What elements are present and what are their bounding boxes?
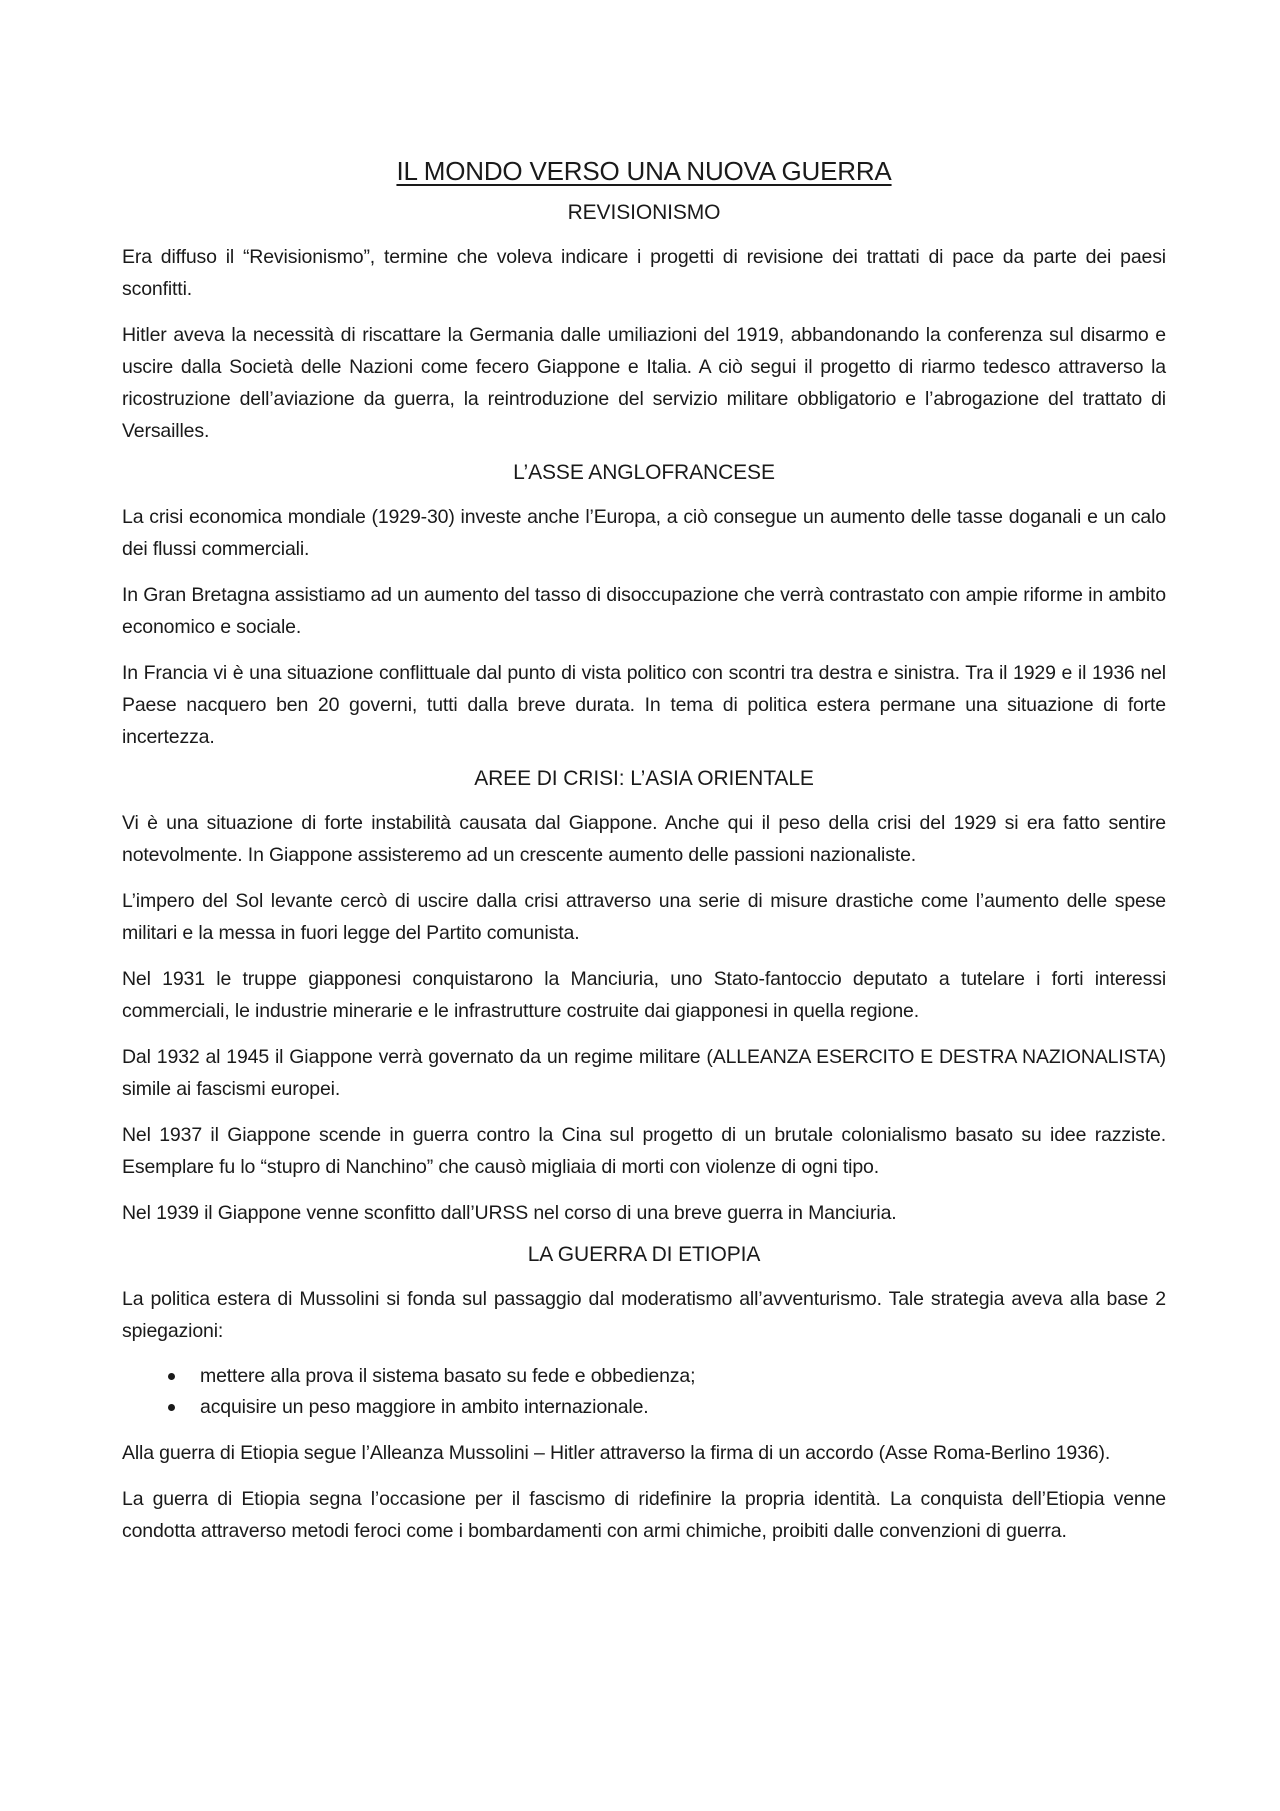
list-item-text: acquisire un peso maggiore in ambito internazionale.: [200, 1396, 649, 1418]
paragraph: L’impero del Sol levante cercò di uscire dalla crisi attraverso una serie di misure drastiche come l’aumento delle spese militari e la messa in fuori legge del Partito comunista.: [122, 890, 1166, 944]
paragraph: In Gran Bretagna assistiamo ad un aumento del tasso di disoccupazione che verrà contrastato con ampie riforme in ambito economico e sociale.: [122, 584, 1166, 638]
paragraph: Vi è una situazione di forte instabilità causata dal Giappone. Anche qui il peso della crisi del 1929 si era fatto sentire notevolmente. In Giappone assisteremo ad un crescente aumento delle passioni nazionaliste.: [122, 812, 1166, 866]
section-heading: LA GUERRA DI ETIOPIA: [527, 1243, 761, 1266]
section-asse-anglofrancese: [122, 461, 1166, 753]
paragraph: Nel 1931 le truppe giapponesi conquistarono la Manciuria, uno Stato-fantoccio deputato a tutelare i forti interessi commerciali, le industrie minerarie e le infrastrutture costruite dai giapponesi in quella regione.: [122, 968, 1166, 1022]
paragraph: Hitler aveva la necessità di riscattare la Germania dalle umiliazioni del 1919, abbandonando la conferenza sul disarmo e uscire dalla Società delle Nazioni come fecero Giappone e Italia. A ciò segui il progetto di riarmo tedesco attraverso la ricostruzione dell’aviazione da guerra, la reintroduzione del servizio militare obbligatorio e l’abrogazione del trattato di Versailles.: [122, 324, 1166, 442]
paragraph: Dal 1932 al 1945 il Giappone verrà governato da un regime militare (ALLEANZA ESERCITO E DESTRA NAZIONALISTA) simile ai fascismi europei.: [122, 1046, 1166, 1100]
paragraph: La guerra di Etiopia segna l’occasione per il fascismo di ridefinire la propria identità. La conquista dell’Etiopia venne condotta attraverso metodi feroci come i bombardamenti con armi chimiche, proibiti dalle convenzioni di guerra.: [122, 1488, 1166, 1542]
list-item: [122, 1392, 1166, 1423]
paragraph: La crisi economica mondiale (1929-30) investe anche l’Europa, a ciò consegue un aumento delle tasse doganali e un calo dei flussi commerciali.: [122, 506, 1166, 560]
section-asia-orientale: [122, 767, 1166, 1229]
bullet-icon: [168, 1373, 175, 1380]
paragraph: In Francia vi è una situazione conflittuale dal punto di vista politico con scontri tra destra e sinistra. Tra il 1929 e il 1936 nel Paese nacquero ben 20 governi, tutti dalla breve durata. In tema di politica estera permane una situazione di forte incertezza.: [122, 662, 1166, 748]
paragraph: Alla guerra di Etiopia segue l’Alleanza Mussolini – Hitler attraverso la firma di un accordo (Asse Roma-Berlino 1936).: [122, 1442, 1111, 1464]
paragraph: La politica estera di Mussolini si fonda sul passaggio dal moderatismo all’avventurismo. Tale strategia aveva alla base 2 spiegazioni:: [122, 1288, 1166, 1342]
paragraph: Nel 1939 il Giappone venne sconfitto dall’URSS nel corso di una breve guerra in Manciuria.: [122, 1202, 897, 1224]
section-heading: REVISIONISMO: [567, 201, 721, 224]
paragraph: Nel 1937 il Giappone scende in guerra contro la Cina sul progetto di un brutale colonialismo basato su idee razziste. Esemplare fu lo “stupro di Nanchino” che causò migliaia di morti con violenze di ogni tipo.: [122, 1124, 1166, 1178]
section-heading: L’ASSE ANGLOFRANCESE: [513, 461, 775, 484]
bullet-list: [122, 1361, 1166, 1423]
document-title: IL MONDO VERSO UNA NUOVA GUERRA: [396, 156, 892, 186]
section-heading: AREE DI CRISI: L’ASIA ORIENTALE: [474, 767, 814, 790]
section-revisionismo: [122, 201, 1166, 447]
paragraph: Era diffuso il “Revisionismo”, termine che voleva indicare i progetti di revisione dei trattati di pace da parte dei paesi sconfitti.: [122, 246, 1166, 300]
bullet-icon: [168, 1404, 175, 1411]
list-item: [122, 1361, 1166, 1392]
list-item-text: mettere alla prova il sistema basato su fede e obbedienza;: [200, 1365, 696, 1387]
document-page: [122, 148, 1166, 1561]
section-guerra-etiopia: [122, 1243, 1166, 1547]
